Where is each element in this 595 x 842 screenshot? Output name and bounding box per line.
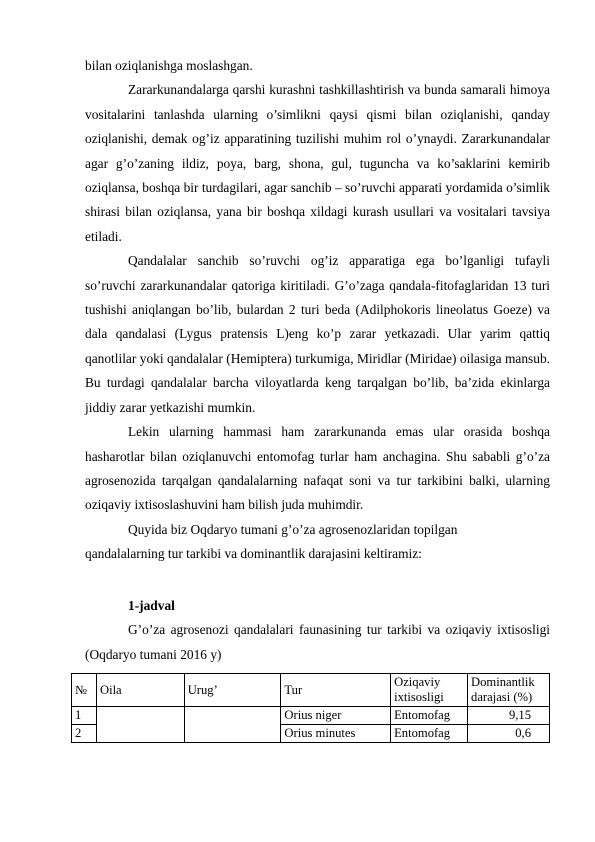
paragraph-3: Lekin ularning hammasi ham zararkunanda emas ular orasida boshqa hasharotlar bilan oziqlanuvchi entomofag turlar ham anchagina. Shu sababli g’o’za agrosenozida tarqalgan qandalalarning nafaqat soni va tur tarkibini balki, ularning oziqaviy ixtisoslashuvini ham bilish juda muhimdir. xyxy=(85,424,550,513)
cell-food-specialization: Entomofag xyxy=(391,707,468,725)
cell-family xyxy=(96,707,184,743)
paragraph-4b: qandalalarning tur tarkibi va dominantlik darajasini keltiramiz: xyxy=(85,546,422,562)
table-caption: G’o’za agrosenozi qandalalari faunasining tur tarkibi va oziqaviy ixtisosligi (Oqdaryo tumani 2016 y) xyxy=(85,622,550,662)
cell-dominance: 9,15 xyxy=(468,707,550,725)
table-label: 1-jadval xyxy=(128,598,175,613)
cell-species: Orius niger xyxy=(281,707,391,725)
paragraph-4a: Quyida biz Oqdaryo tumani g’o’za agrosenozlaridan topilgan xyxy=(128,521,458,537)
cell-food-specialization: Entomofag xyxy=(391,725,468,743)
table-heading xyxy=(85,594,550,667)
cell-species: Orius minutes xyxy=(281,725,391,743)
paragraph-0: bilan oziqlanishga moslashgan. xyxy=(85,58,253,73)
paragraph-1: Zararkunandalarga qarshi kurashni tashkillashtirish va bunda samarali himoya vositalarini tanlashda ularning o’simlikni qaysi qismi bilan oziqlanishi, qanday oziqlanishi, demak og’iz apparatining tuzilishi muhim rol o’ynaydi. Zararkunandalar agar g’o’zaning ildiz, poya, barg, shona, gul, tuguncha va ko’saklarini kemirib oziqlansa, boshqa bir turdagilari, agar sanchib – so’ruvchi apparati yordamida o’simlik shirasi bilan oziqlansa, yana bir boshqa xildagi kurash usullari va vositalari tavsiya etiladi. xyxy=(85,82,550,244)
header-dominance: Dominantlik darajasi (%) xyxy=(468,674,550,707)
header-food-specialization: Oziqaviy ixtisosligi xyxy=(391,674,468,707)
table-row xyxy=(72,707,550,725)
cell-dominance: 0,6 xyxy=(468,725,550,743)
header-family: Oila xyxy=(96,674,184,707)
header-number: № xyxy=(72,674,97,707)
body-text xyxy=(85,54,550,567)
header-species: Tur xyxy=(281,674,391,707)
cell-genus xyxy=(184,707,281,743)
cell-number: 2 xyxy=(72,725,97,743)
header-genus: Urug’ xyxy=(184,674,281,707)
paragraph-2: Qandalalar sanchib so’ruvchi og’iz apparatiga ega bo’lganligi tufayli so’ruvchi zararkunandalar qatoriga kiritiladi. G’o’zaga qandala-fitofaglaridan 13 turi tushishi aniqlangan bo’lib, bulardan 2 turi beda (Adilphokoris lineolatus Goeze) va dala qandalasi (Lygus pratensis L)eng ko’p zarar yetkazadi. Ular yarim qattiq qanotlilar yoki qandalalar (Hemiptera) turkumiga, Miridlar (Miridae) oilasiga mansub. Bu turdagi qandalalar barcha viloyatlarda keng tarqalgan bo’lib, ba’zida ekinlarga jiddiy zarar yetkazishi mumkin. xyxy=(85,253,550,415)
table-header-row xyxy=(72,674,550,707)
fauna-table xyxy=(71,673,550,743)
cell-number: 1 xyxy=(72,707,97,725)
